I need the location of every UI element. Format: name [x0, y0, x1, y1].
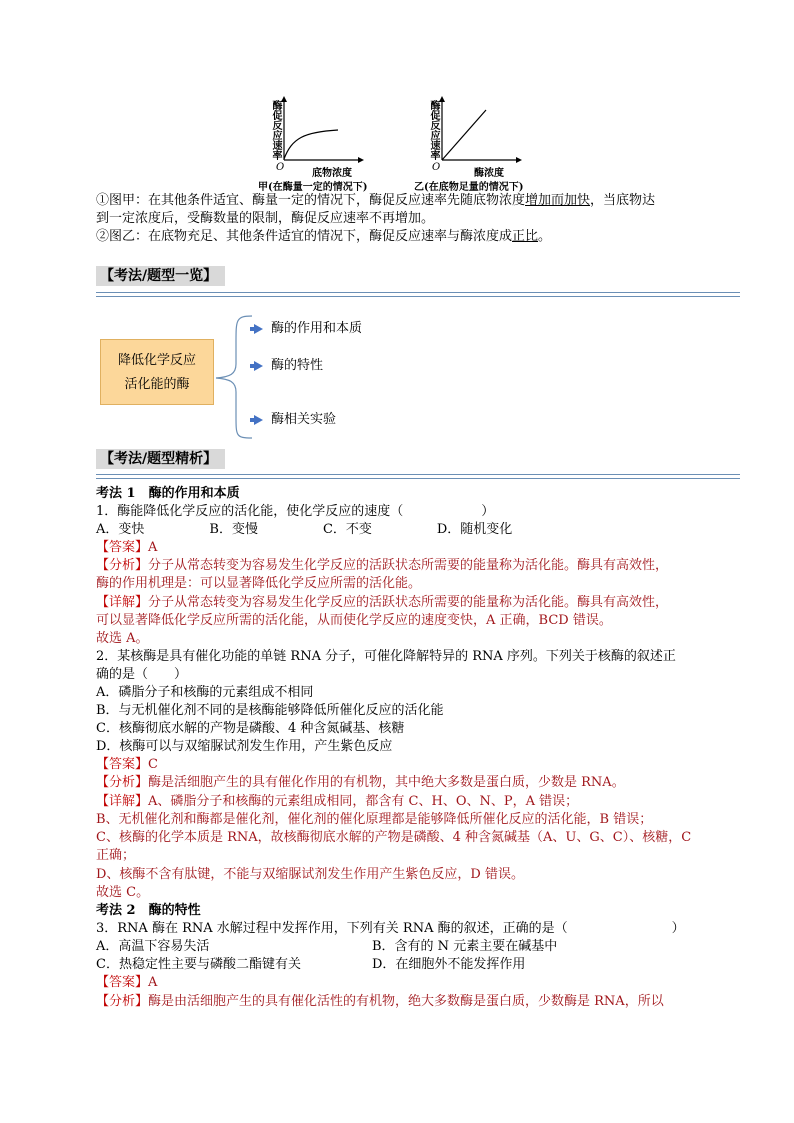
q3-option-c: C．热稳定性主要与磷酸二酯键有关	[96, 957, 301, 972]
q2-detail-d: D、核酶不含有肽键，不能与双缩脲试剂发生作用产生紫色反应，D 错误。	[96, 867, 524, 882]
arrow-right-icon	[254, 361, 263, 371]
q2-option-b: B．与无机催化剂不同的是核酶能够降低所催化反应的活化能	[96, 703, 444, 718]
graph-left-ylabel: 酶促反应速率	[270, 100, 281, 160]
graph-right-ylabel: 酶促反应速率	[428, 100, 439, 160]
q2-stem: 2．某核酶是具有催化功能的单链 RNA 分子，可催化降解特异的 RNA 序列。下列关于核酶的叙述正	[96, 649, 676, 664]
arrow-right-icon	[254, 324, 263, 334]
graph-left-curve	[284, 130, 338, 159]
q2-conclusion: 故选 C。	[96, 885, 150, 900]
q2-option-c: C．核酶彻底水解的产物是磷酸、4 种含氮碱基、核糖	[96, 721, 405, 736]
q1-answer: 【答案】A	[96, 540, 158, 555]
mindmap-item-1: 酶的作用和本质	[254, 320, 362, 338]
section-overview-title: 【考法/题型一览】	[96, 266, 225, 286]
q3-answer: 【答案】A	[96, 975, 158, 990]
q2-detail-c: C、核酶的化学本质是 RNA，故核酶彻底水解的产物是磷酸、4 种含氮碱基（A、U、G、C）、核糖，C	[96, 830, 692, 845]
mindmap-item-3: 酶相关实验	[254, 411, 336, 429]
graph-left-xlabel: 底物浓度	[312, 168, 352, 179]
q1-detail-cont: 可以显著降低化学反应所需的活化能，从而使化学反应的速度变快，A 正确，BCD 错误。	[96, 613, 612, 628]
mindmap-center: 降低化学反应 活化能的酶	[100, 339, 214, 405]
q1-detail: 【详解】分子从常态转变为容易发生化学反应的活跃状态所需要的能量称为活化能。酶具有高效性，	[96, 595, 669, 610]
mindmap-brace	[214, 312, 254, 442]
q3-option-d: D．在细胞外不能发挥作用	[372, 957, 526, 972]
graph-right-xlabel: 酶浓度	[474, 168, 504, 179]
q2-detail: 【详解】A、磷脂分子和核酶的元素组成相同，都含有 C、H、O、N、P，A 错误；	[96, 794, 579, 809]
graph-note-1: ①图甲：在其他条件适宜、酶量一定的情况下，酶促反应速率先随底物浓度增加而加快，当底物达	[96, 193, 656, 208]
q2-detail-c-cont: 正确；	[96, 848, 136, 863]
q1-conclusion: 故选 A。	[96, 631, 149, 646]
divider	[96, 474, 740, 475]
q2-detail-b: B、无机催化剂和酶都是催化剂，催化剂的催化原理都是能够降低所催化反应的活化能，B 错误；	[96, 812, 653, 827]
q1-analysis-cont: 酶的作用机理是：可以显著降低化学反应所需的活化能。	[96, 576, 422, 591]
q3-analysis: 【分析】酶是由活细胞产生的具有催化活性的有机物，绝大多数酶是蛋白质，少数酶是 RNA，所以	[96, 994, 664, 1009]
graph-right-caption: 乙(在底物足量的情况下)	[414, 182, 524, 193]
q2-option-d: D．核酶可以与双缩脲试剂发生作用，产生紫色反应	[96, 739, 393, 754]
q3-option-b: B．含有的 N 元素主要在碱基中	[372, 939, 558, 954]
method-1-title: 考法 1 酶的作用和本质	[96, 486, 240, 501]
graph-right-line	[442, 110, 486, 160]
graph-left-caption: 甲(在酶量一定的情况下)	[258, 182, 368, 193]
section-analysis-title: 【考法/题型精析】	[96, 449, 225, 469]
q3-option-a: A．高温下容易失活	[96, 939, 210, 954]
graph-left-origin: O	[276, 162, 285, 173]
q2-answer: 【答案】C	[96, 757, 158, 772]
q3-stem: 3．RNA 酶在 RNA 水解过程中发挥作用，下列有关 RNA 酶的叙述，正确的是（ ）	[96, 921, 685, 936]
method-2-title: 考法 2 酶的特性	[96, 903, 201, 918]
q1-analysis: 【分析】分子从常态转变为容易发生化学反应的活跃状态所需要的能量称为活化能。酶具有高效性，	[96, 558, 669, 573]
graph-note-3: ②图乙：在底物充足、其他条件适宜的情况下，酶促反应速率与酶浓度成正比。	[96, 229, 552, 244]
divider	[96, 292, 740, 293]
mindmap-item-2: 酶的特性	[254, 357, 323, 375]
q2-option-a: A．磷脂分子和核酶的元素组成不相同	[96, 685, 314, 700]
q1-stem: 1．酶能降低化学反应的活化能，使化学反应的速度（ ）	[96, 504, 495, 519]
divider	[96, 478, 740, 479]
divider	[96, 296, 740, 297]
arrow-right-icon	[254, 415, 263, 425]
q2-stem-cont: 确的是（ ）	[96, 667, 188, 682]
graph-right-origin: O	[432, 162, 441, 173]
graph-note-2: 到一定浓度后，受酶数量的限制，酶促反应速率不再增加。	[96, 211, 435, 226]
q1-options: A．变快 B．变慢 C．不变 D．随机变化	[96, 522, 513, 537]
q2-analysis: 【分析】酶是活细胞产生的具有催化作用的有机物，其中绝大多数是蛋白质，少数是 RNA。	[96, 775, 625, 790]
